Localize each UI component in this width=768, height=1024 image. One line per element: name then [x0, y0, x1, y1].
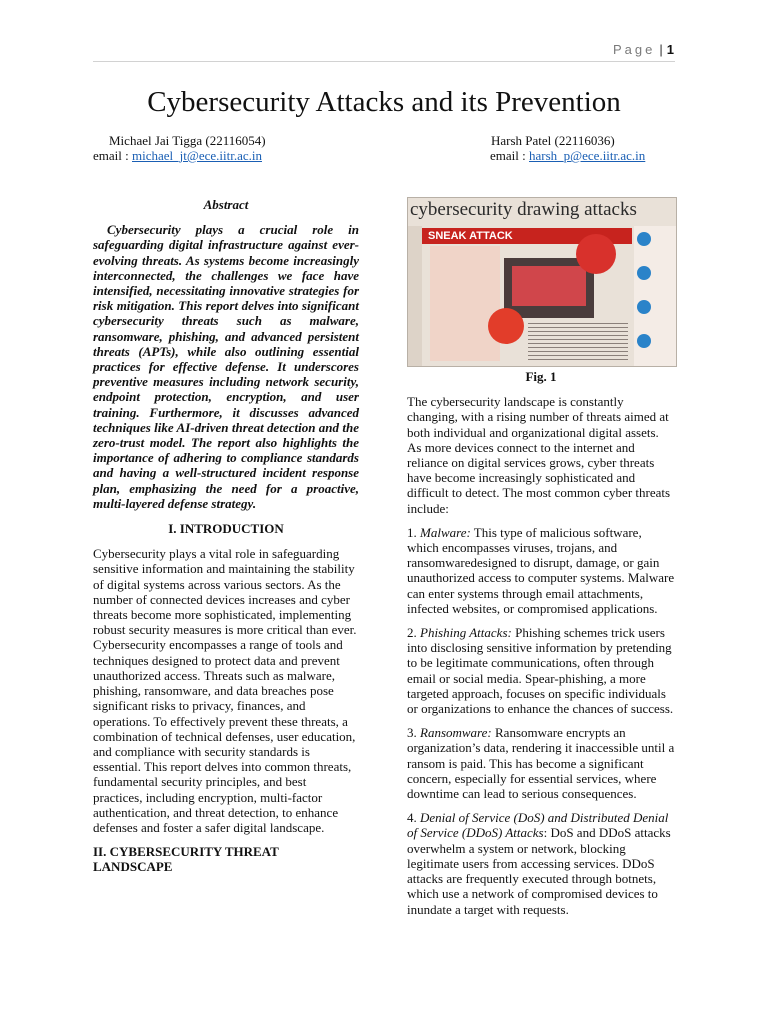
threat-text: : DoS and DDoS attacks overwhelm a system or network, blocking legitimate users from accessing services. DDoS attacks are frequently executed through botnets, which use a network of compromised devices to inundate a target with requests. [407, 825, 671, 917]
author-block-2 [490, 133, 645, 163]
threat-number: 1. [407, 524, 420, 540]
section-2-heading: II. CYBERSECURITY THREAT LANDSCAPE [93, 844, 279, 875]
figure-bullet-icon [637, 334, 651, 348]
author-name: Michael Jai Tigga (22116054) [109, 133, 266, 148]
landscape-intro-text: The cybersecurity landscape is constantly changing, with a rising number of threats aimed at both individual and organizational digital assets. As more devices connect to the internet and reliance on digital services grows, cyber threats have become increasingly sophisticated and difficult to detect. The most common cyber threats include: [407, 394, 671, 516]
author-email-link[interactable]: harsh_p@ece.iitr.ac.in [529, 148, 646, 163]
threat-name: Phishing Attacks: [420, 625, 512, 641]
introduction-heading: I. INTRODUCTION [168, 521, 284, 537]
threat-item [407, 810, 675, 916]
figure-bullet-icon [637, 232, 651, 246]
figure-badge [488, 308, 524, 344]
figure-newspaper-image [407, 197, 677, 367]
email-label: email : [93, 148, 132, 163]
author-block-1 [93, 133, 266, 163]
author-name: Harsh Patel (22116036) [491, 133, 615, 148]
page-separator: | [659, 42, 663, 57]
threat-number: 3. [407, 725, 420, 741]
threat-text: Phishing schemes trick users into disclosing sensitive information by pretending to be legitimate communications, often through email or social media. Spear-phishing, a more targeted approach, focuses on specific individuals or organizations to enhance the chances of success. [407, 625, 674, 717]
threat-item [407, 725, 675, 801]
figure-bullet-icon [637, 300, 651, 314]
abstract-text: Cybersecurity plays a crucial role in safeguarding digital infrastructure against ever-evolving threats. As systems become increasingly interconnected, the challenges we face have intensified, necessitating innovative strategies for risk mitigation. This report delves into significant cybersecurity threats such as malware, ransomware, phishing, and advanced persistent threats (APTs), while also outlining essential practices for effective defense. It underscores preventive measures including network security, endpoint protection, encryption, and user training. Furthermore, it discusses advanced techniques like AI-driven threat detection and the zero-trust model. The report also highlights the importance of adhering to compliance standards and having a well-structured incident response plan, emphasizing the need for a proactive, multi-layered defense strategy. [93, 222, 359, 511]
figure-laptop-screen [512, 266, 586, 306]
threat-text: Ransomware encrypts an organization’s data, rendering it inaccessible until a ransom is paid. This has become a significant concern, especially for essential services, where downtime can lead to serious consequences. [407, 725, 675, 802]
paper-title: Cybersecurity Attacks and its Prevention [147, 86, 621, 118]
threat-name: Ransomware: [420, 725, 492, 741]
threat-item [407, 525, 675, 616]
author-email-link[interactable]: michael_jt@ece.iitr.ac.in [132, 148, 262, 163]
figure-ransomware-circle [576, 234, 616, 274]
figure-headline: cybersecurity drawing attacks [410, 199, 637, 220]
introduction-text: Cybersecurity plays a vital role in safeguarding sensitive information and maintaining the stability of digital systems across various sectors. As the number of connected devices increases and cyber threats become more sophisticated, implementing robust security measures is more critical than ever. Cybersecurity encompasses a range of tools and techniques designed to protect data and prevent unauthorized access. Threats such as malware, phishing, ransomware, and data breaches pose significant risks to privacy, finances, and operations. To effectively prevent these threats, a combination of technical defenses, user education, and compliance with security standards is essential. This report delves into common threats, fundamental security principles, and best practices, including encryption, multi-factor authentication, and threat detection, to enhance defenses and foster a safer digital landscape. [93, 546, 357, 835]
figure-bullet-icon [637, 266, 651, 280]
figure-text-strip [408, 226, 422, 366]
figure-text-lines [528, 320, 628, 360]
page-label: Page [613, 42, 656, 57]
page-header [613, 42, 674, 57]
threat-text: This type of malicious software, which encompasses viruses, trojans, and ransomwaredesigned to disrupt, damage, or gain unauthorized access to computer systems. Malware can enter systems through email attachments, infected websites, or compromised applications. [407, 524, 675, 616]
figure-side-panel [634, 226, 676, 366]
figure-panel [430, 246, 500, 361]
left-column [93, 197, 359, 885]
abstract-heading: Abstract [203, 197, 249, 212]
threat-item [407, 625, 675, 716]
right-column [407, 197, 675, 926]
email-label: email : [490, 148, 529, 163]
header-rule [93, 61, 675, 62]
page-number: 1 [666, 42, 674, 57]
threat-name: Malware: [420, 524, 471, 540]
threat-name: Denial of Service (DoS) and Distributed Denial of Service (DDoS) Attacks [407, 810, 669, 841]
threat-number: 2. [407, 625, 420, 641]
threat-number: 4. [407, 810, 420, 826]
figure-caption: Fig. 1 [525, 369, 557, 384]
figure-band-text: SNEAK ATTACK [428, 230, 513, 242]
